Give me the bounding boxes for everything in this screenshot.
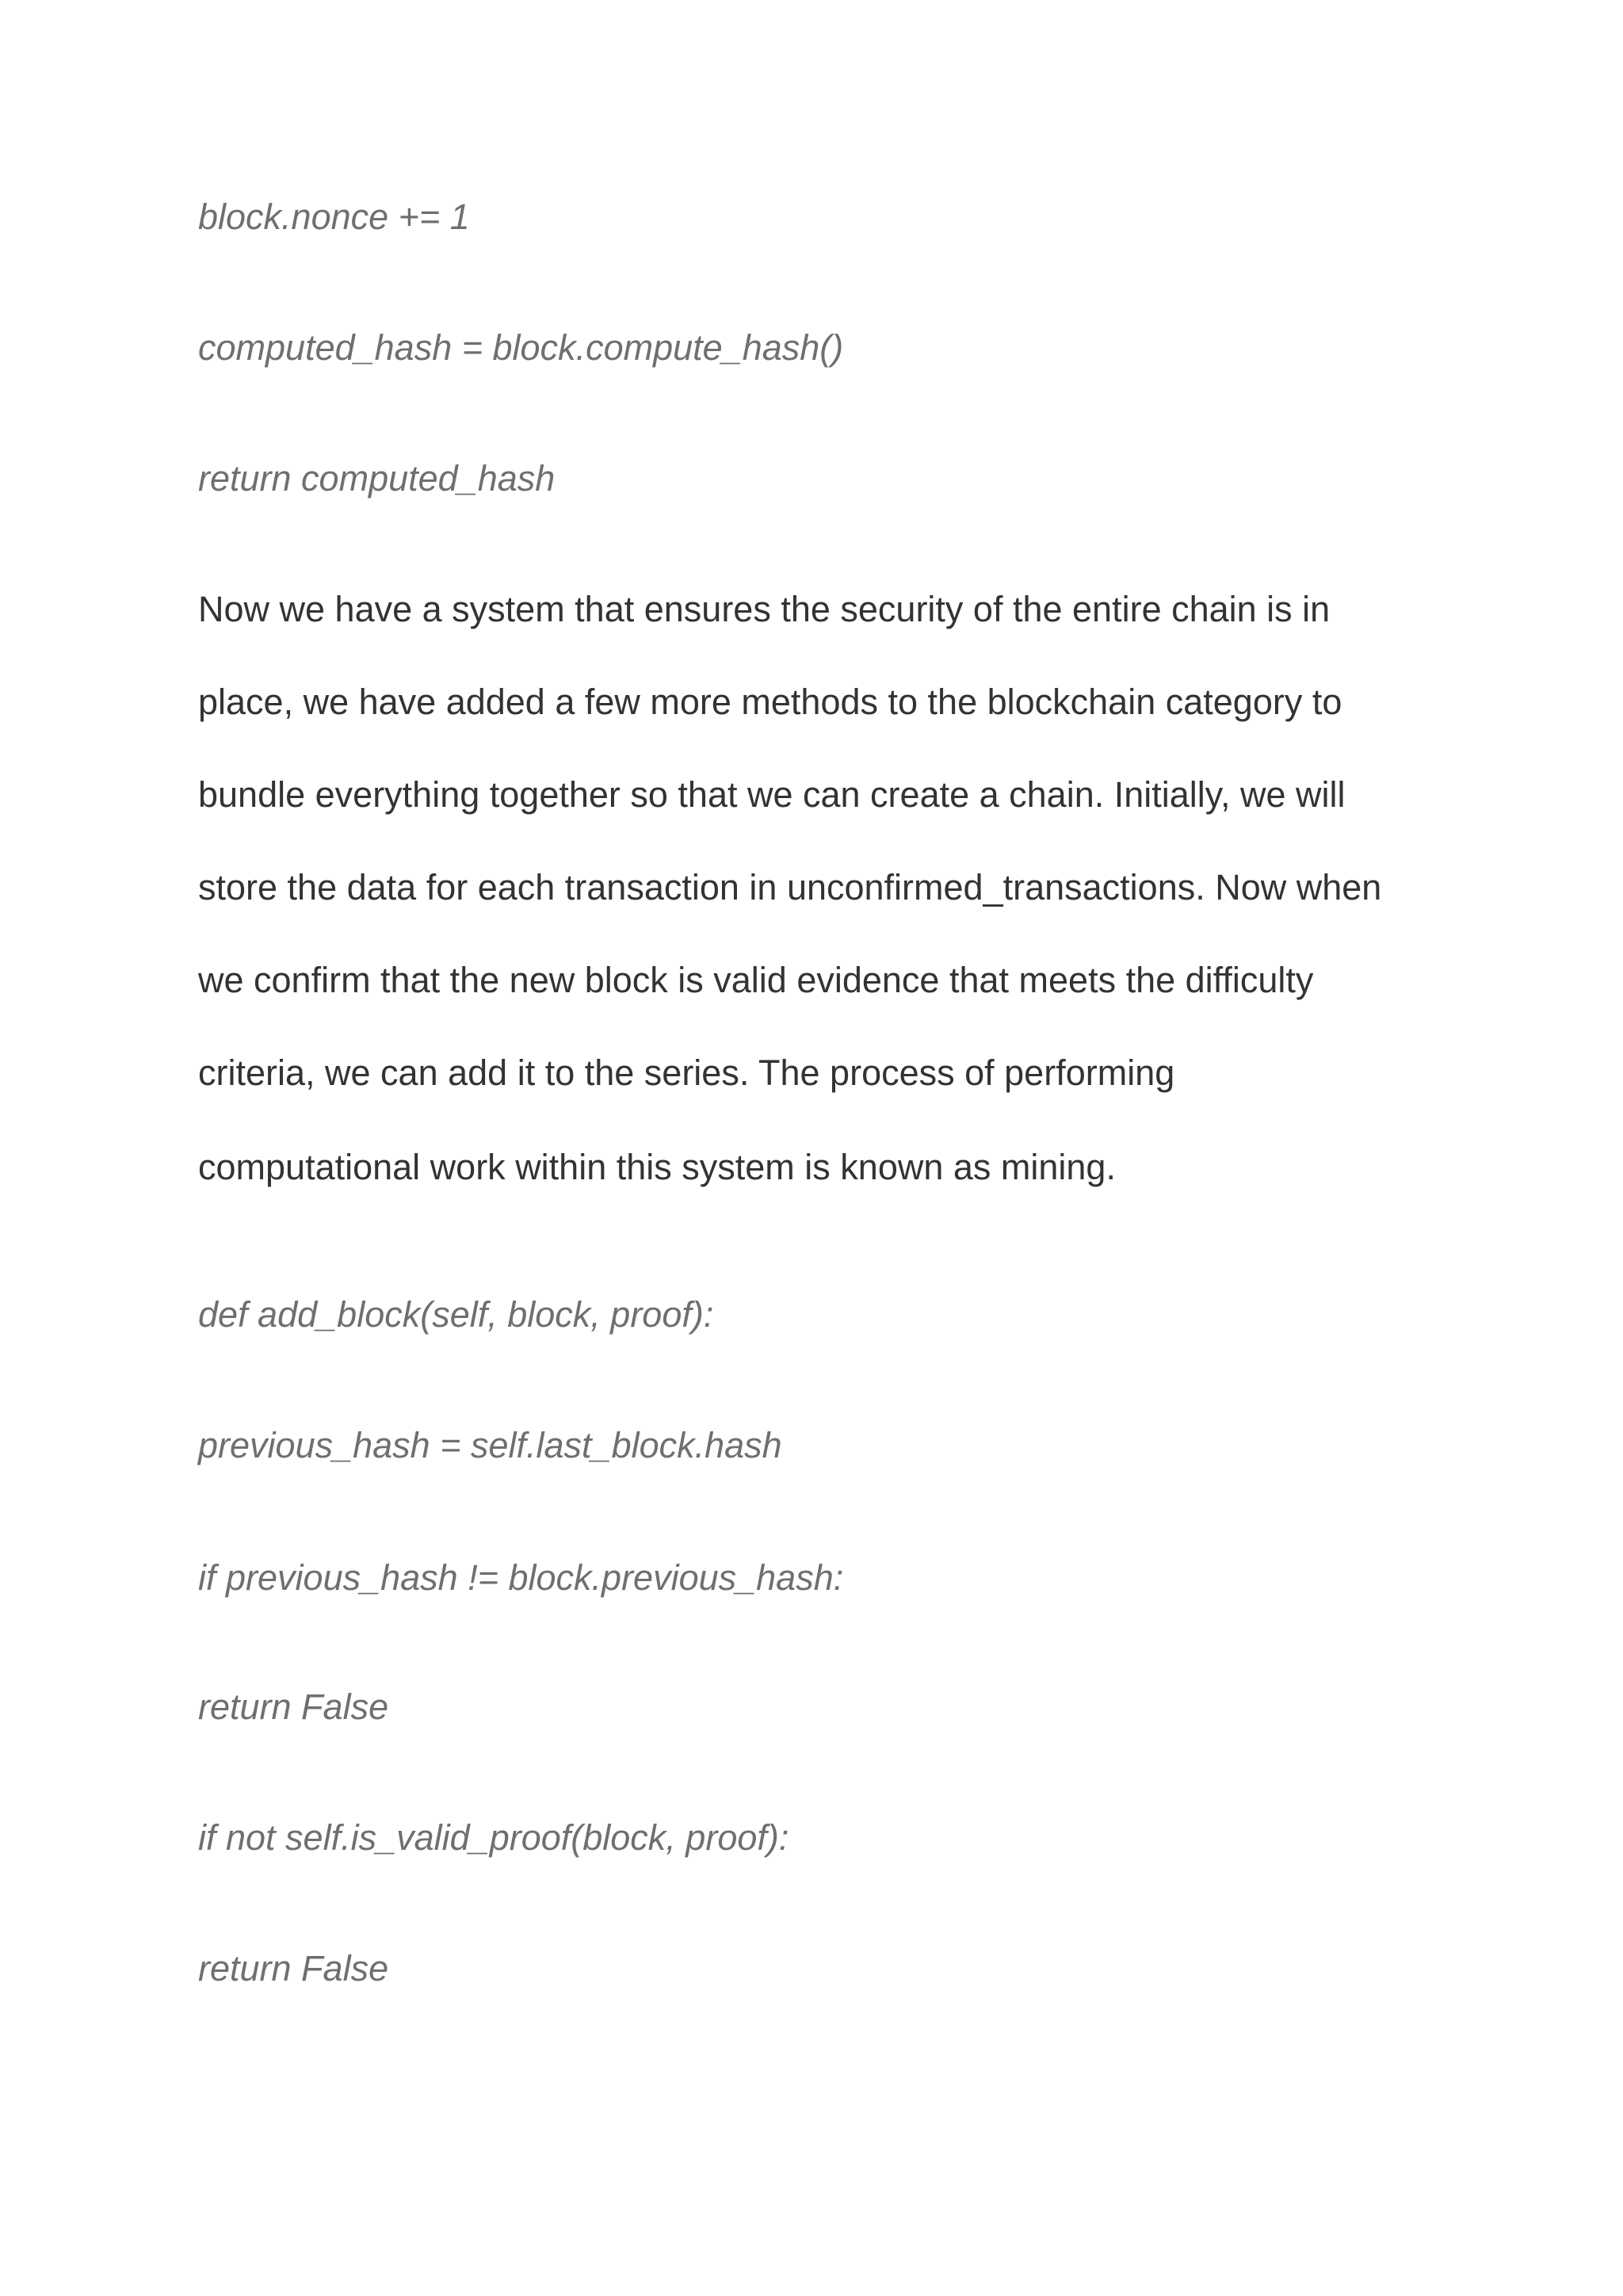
- code-line: if previous_hash != block.previous_hash:: [198, 1557, 844, 1598]
- paragraph-line: criteria, we can add it to the series. The process of performing: [198, 1052, 1175, 1093]
- code-line: return False: [198, 1687, 389, 1727]
- code-line: return computed_hash: [198, 458, 556, 499]
- paragraph-line: place, we have added a few more methods to the blockchain category to: [198, 682, 1342, 722]
- paragraph-line: bundle everything together so that we can create a chain. Initially, we will: [198, 774, 1346, 815]
- paragraph-line: store the data for each transaction in unconfirmed_transactions. Now when: [198, 867, 1382, 907]
- code-line: previous_hash = self.last_block.hash: [198, 1425, 782, 1465]
- code-line: computed_hash = block.compute_hash(): [198, 327, 844, 368]
- code-line: block.nonce += 1: [198, 197, 470, 237]
- paragraph-line: Now we have a system that ensures the security of the entire chain is in: [198, 589, 1331, 629]
- paragraph-line: computational work within this system is known as mining.: [198, 1147, 1116, 1187]
- code-line: def add_block(self, block, proof):: [198, 1294, 714, 1335]
- paragraph-line: we confirm that the new block is valid evidence that meets the difficulty: [198, 960, 1314, 1000]
- code-line: return False: [198, 1948, 389, 1988]
- code-line: if not self.is_valid_proof(block, proof):: [198, 1817, 789, 1858]
